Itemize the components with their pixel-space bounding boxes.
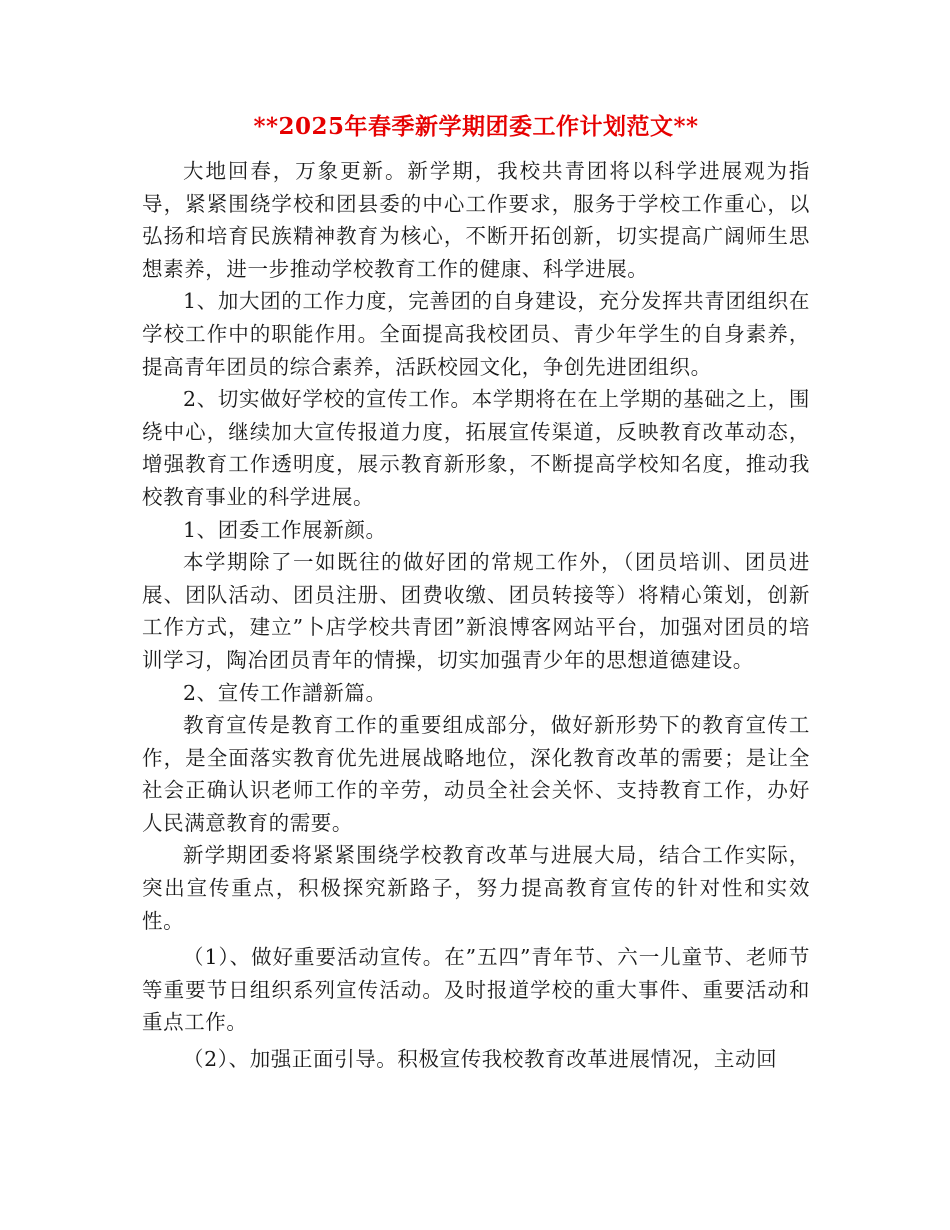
paragraph-item-1: （1）、做好重要活动宣传。在”五四”青年节、六一儿童节、老师节等重要节日组织系列宣传活动。及时报道学校的重大事件、重要活动和重点工作。 [142,945,810,1035]
paragraph-publicity-plan: 新学期团委将紧紧围绕学校教育改革与进展大局，结合工作实际，突出宣传重点，积极探究新路子，努力提高教育宣传的针对性和实效性。 [142,843,810,933]
paragraph-intro: 大地回春，万象更新。新学期，我校共青团将以科学进展观为指导，紧紧围绕学校和团县委的中心工作要求，服务于学校工作重心，以弘扬和培育民族精神教育为核心，不断开拓创新，切实提高广阔师生思想素养，进一步推动学校教育工作的健康、科学进展。 [142,159,810,281]
paragraph-point-2: 2、切实做好学校的宣传工作。本学期将在在上学期的基础之上，围绕中心，继续加大宣传报道力度，拓展宣传渠道，反映教育改革动态，增强教育工作透明度，展示教育新形象，不断提高学校知名度，推动我校教育事业的科学进展。 [142,387,810,509]
paragraph-publicity-importance: 教育宣传是教育工作的重要组成部分，做好新形势下的教育宣传工作，是全面落实教育优先进展战略地位，深化教育改革的需要；是让全社会正确认识老师工作的辛劳，动员全社会关怀、支持教育工作，办好人民满意教育的需要。 [142,713,810,835]
section-heading-league-work: 1、团委工作展新颜。 [183,517,387,542]
document-title: **2025年春季新学期团委工作计划范文** [253,113,699,140]
paragraph-league-work: 本学期除了一如既往的做好团的常规工作外，（团员培训、团员进展、团队活动、团员注册、团费收缴、团员转接等）将精心策划，创新工作方式，建立”卜店学校共青团”新浪博客网站平台，加强对团员的培训学习，陶冶团员青年的情操，切实加强青少年的思想道德建设。 [142,550,810,672]
paragraph-point-1: 1、加大团的工作力度，完善团的自身建设，充分发挥共青团组织在学校工作中的职能作用。全面提高我校团员、青少年学生的自身素养，提高青年团员的综合素养，活跃校园文化，争创先进团组织。 [142,289,810,379]
section-heading-publicity: 2、宣传工作譜新篇。 [183,680,387,705]
paragraph-item-2: （2）、加强正面引导。积极宣传我校教育改革进展情况，主动回 [183,1047,778,1072]
